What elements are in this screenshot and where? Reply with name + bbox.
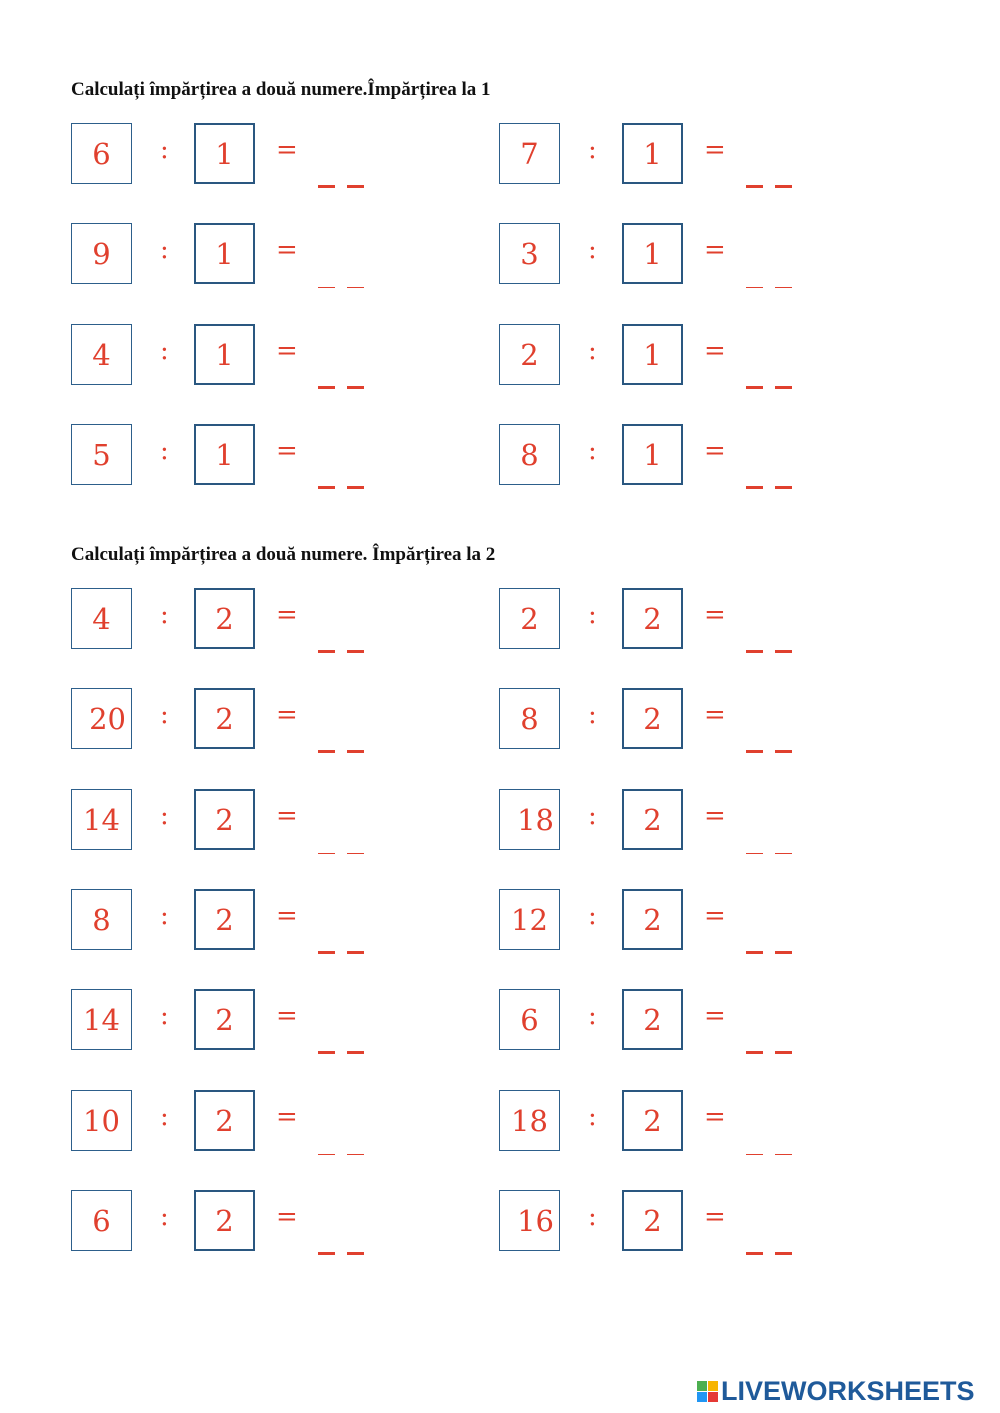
answer-blank[interactable] bbox=[746, 733, 792, 753]
dividend-box: 8 bbox=[499, 688, 560, 749]
answer-blank[interactable] bbox=[318, 834, 364, 854]
answer-blank[interactable] bbox=[746, 633, 792, 653]
answer-blank[interactable] bbox=[318, 1135, 364, 1155]
divisor-box: 2 bbox=[194, 1090, 255, 1151]
answer-digit-blank[interactable] bbox=[318, 1252, 335, 1255]
dividend-box: 5 bbox=[71, 424, 132, 485]
dividend-box: 3 bbox=[499, 223, 560, 284]
divide-sign: : bbox=[588, 1001, 597, 1031]
answer-blank[interactable] bbox=[746, 1135, 792, 1155]
brand-name: LIVEWORKSHEETS bbox=[721, 1376, 975, 1406]
answer-digit-blank[interactable] bbox=[746, 1252, 763, 1255]
divisor-box: 2 bbox=[194, 789, 255, 850]
divisor-box: 1 bbox=[194, 223, 255, 284]
divisor-box: 2 bbox=[194, 588, 255, 649]
dividend-box: 6 bbox=[71, 123, 132, 184]
answer-blank[interactable] bbox=[746, 369, 792, 389]
answer-blank[interactable] bbox=[318, 934, 364, 954]
answer-digit-blank[interactable] bbox=[775, 1051, 792, 1054]
divide-sign: : bbox=[588, 700, 597, 730]
answer-digit-blank[interactable] bbox=[775, 185, 792, 188]
dividend-box: 2 bbox=[499, 588, 560, 649]
answer-digit-blank[interactable] bbox=[318, 185, 335, 188]
divisor-box: 2 bbox=[194, 989, 255, 1050]
answer-digit-blank[interactable] bbox=[347, 386, 364, 389]
dividend-box: 18 bbox=[499, 1090, 560, 1151]
dividend-box: 16 bbox=[499, 1190, 560, 1251]
dividend-box: 7 bbox=[499, 123, 560, 184]
answer-digit-blank[interactable] bbox=[746, 951, 763, 954]
exercise-row bbox=[0, 789, 1000, 853]
divide-sign: : bbox=[160, 135, 169, 165]
divisor-box: 1 bbox=[622, 123, 683, 184]
equals-sign: = bbox=[704, 700, 726, 730]
equals-sign: = bbox=[704, 336, 726, 366]
answer-digit-blank[interactable] bbox=[318, 951, 335, 954]
equals-sign: = bbox=[276, 801, 298, 831]
answer-digit-blank[interactable] bbox=[746, 386, 763, 389]
equals-sign: = bbox=[276, 1001, 298, 1031]
answer-digit-blank[interactable] bbox=[318, 486, 335, 489]
divide-sign: : bbox=[160, 235, 169, 265]
section-2-title: Calculați împărțirea a două numere. Împărțirea la 2 bbox=[71, 544, 496, 565]
answer-digit-blank[interactable] bbox=[347, 185, 364, 188]
exercise-row bbox=[0, 688, 1000, 752]
answer-blank[interactable] bbox=[318, 369, 364, 389]
divide-sign: : bbox=[160, 600, 169, 630]
divide-sign: : bbox=[588, 135, 597, 165]
answer-digit-blank[interactable] bbox=[746, 1051, 763, 1054]
divisor-box: 2 bbox=[622, 688, 683, 749]
answer-digit-blank[interactable] bbox=[347, 287, 364, 288]
equals-sign: = bbox=[276, 600, 298, 630]
dividend-box: 4 bbox=[71, 588, 132, 649]
exercise-row bbox=[0, 588, 1000, 652]
divisor-box: 1 bbox=[194, 424, 255, 485]
dividend-box: 6 bbox=[71, 1190, 132, 1251]
answer-blank[interactable] bbox=[746, 268, 792, 288]
answer-digit-blank[interactable] bbox=[746, 486, 763, 489]
divisor-box: 2 bbox=[622, 989, 683, 1050]
dividend-box: 10 bbox=[71, 1090, 132, 1151]
answer-digit-blank[interactable] bbox=[318, 650, 335, 653]
answer-blank[interactable] bbox=[318, 168, 364, 188]
answer-digit-blank[interactable] bbox=[746, 1154, 763, 1155]
divide-sign: : bbox=[160, 1202, 169, 1232]
equals-sign: = bbox=[704, 801, 726, 831]
answer-digit-blank[interactable] bbox=[347, 853, 364, 854]
divide-sign: : bbox=[588, 235, 597, 265]
answer-digit-blank[interactable] bbox=[746, 750, 763, 753]
exercise-row bbox=[0, 123, 1000, 187]
answer-digit-blank[interactable] bbox=[347, 750, 364, 753]
exercise-row bbox=[0, 889, 1000, 953]
dividend-box: 8 bbox=[71, 889, 132, 950]
divisor-box: 2 bbox=[194, 1190, 255, 1251]
equals-sign: = bbox=[276, 336, 298, 366]
answer-digit-blank[interactable] bbox=[775, 287, 792, 288]
answer-blank[interactable] bbox=[318, 1235, 364, 1255]
dividend-box: 12 bbox=[499, 889, 560, 950]
answer-digit-blank[interactable] bbox=[775, 750, 792, 753]
answer-digit-blank[interactable] bbox=[746, 287, 763, 288]
answer-digit-blank[interactable] bbox=[746, 853, 763, 854]
answer-digit-blank[interactable] bbox=[775, 1154, 792, 1155]
divide-sign: : bbox=[160, 436, 169, 466]
divide-sign: : bbox=[588, 901, 597, 931]
divisor-box: 1 bbox=[194, 123, 255, 184]
answer-blank[interactable] bbox=[318, 733, 364, 753]
divisor-box: 1 bbox=[622, 223, 683, 284]
divisor-box: 2 bbox=[622, 789, 683, 850]
answer-digit-blank[interactable] bbox=[775, 1252, 792, 1255]
dividend-box: 18 bbox=[499, 789, 560, 850]
answer-digit-blank[interactable] bbox=[746, 185, 763, 188]
answer-digit-blank[interactable] bbox=[347, 1252, 364, 1255]
liveworksheets-logo-icon bbox=[697, 1381, 718, 1402]
answer-digit-blank[interactable] bbox=[775, 951, 792, 954]
answer-blank[interactable] bbox=[746, 934, 792, 954]
exercise-row bbox=[0, 1190, 1000, 1254]
divide-sign: : bbox=[588, 600, 597, 630]
equals-sign: = bbox=[276, 901, 298, 931]
dividend-box: 8 bbox=[499, 424, 560, 485]
answer-digit-blank[interactable] bbox=[775, 386, 792, 389]
answer-digit-blank[interactable] bbox=[775, 486, 792, 489]
equals-sign: = bbox=[276, 135, 298, 165]
exercise-row bbox=[0, 989, 1000, 1053]
answer-digit-blank[interactable] bbox=[347, 1154, 364, 1155]
answer-digit-blank[interactable] bbox=[347, 650, 364, 653]
exercise-row bbox=[0, 324, 1000, 388]
divisor-box: 1 bbox=[622, 424, 683, 485]
answer-digit-blank[interactable] bbox=[775, 650, 792, 653]
equals-sign: = bbox=[704, 600, 726, 630]
equals-sign: = bbox=[276, 1102, 298, 1132]
divide-sign: : bbox=[588, 801, 597, 831]
answer-digit-blank[interactable] bbox=[318, 853, 335, 854]
divide-sign: : bbox=[160, 336, 169, 366]
equals-sign: = bbox=[704, 1001, 726, 1031]
answer-blank[interactable] bbox=[318, 469, 364, 489]
divide-sign: : bbox=[160, 1102, 169, 1132]
answer-blank[interactable] bbox=[318, 268, 364, 288]
answer-digit-blank[interactable] bbox=[347, 1051, 364, 1054]
answer-digit-blank[interactable] bbox=[318, 386, 335, 389]
divisor-box: 1 bbox=[194, 324, 255, 385]
answer-digit-blank[interactable] bbox=[347, 951, 364, 954]
dividend-box: 4 bbox=[71, 324, 132, 385]
divisor-box: 2 bbox=[622, 889, 683, 950]
equals-sign: = bbox=[704, 901, 726, 931]
divide-sign: : bbox=[588, 1102, 597, 1132]
answer-digit-blank[interactable] bbox=[347, 486, 364, 489]
equals-sign: = bbox=[704, 135, 726, 165]
dividend-box: 9 bbox=[71, 223, 132, 284]
divide-sign: : bbox=[160, 1001, 169, 1031]
answer-blank[interactable] bbox=[318, 1034, 364, 1054]
dividend-box: 14 bbox=[71, 989, 132, 1050]
answer-blank[interactable] bbox=[318, 633, 364, 653]
answer-blank[interactable] bbox=[746, 168, 792, 188]
divide-sign: : bbox=[160, 700, 169, 730]
answer-digit-blank[interactable] bbox=[318, 750, 335, 753]
exercise-row bbox=[0, 223, 1000, 287]
dividend-box: 2 bbox=[499, 324, 560, 385]
liveworksheets-brand bbox=[697, 1376, 975, 1407]
equals-sign: = bbox=[276, 700, 298, 730]
exercise-row bbox=[0, 1090, 1000, 1154]
exercise-row bbox=[0, 424, 1000, 488]
divisor-box: 2 bbox=[194, 688, 255, 749]
equals-sign: = bbox=[704, 1202, 726, 1232]
answer-digit-blank[interactable] bbox=[318, 1051, 335, 1054]
section-1-title: Calculați împărțirea a două numere.Împărțirea la 1 bbox=[71, 79, 491, 100]
divide-sign: : bbox=[160, 801, 169, 831]
answer-blank[interactable] bbox=[746, 1034, 792, 1054]
divisor-box: 1 bbox=[622, 324, 683, 385]
equals-sign: = bbox=[276, 1202, 298, 1232]
divide-sign: : bbox=[588, 436, 597, 466]
equals-sign: = bbox=[704, 436, 726, 466]
equals-sign: = bbox=[704, 235, 726, 265]
equals-sign: = bbox=[276, 436, 298, 466]
divisor-box: 2 bbox=[194, 889, 255, 950]
answer-digit-blank[interactable] bbox=[318, 287, 335, 288]
answer-blank[interactable] bbox=[746, 1235, 792, 1255]
answer-blank[interactable] bbox=[746, 469, 792, 489]
answer-blank[interactable] bbox=[746, 834, 792, 854]
answer-digit-blank[interactable] bbox=[746, 650, 763, 653]
divisor-box: 2 bbox=[622, 588, 683, 649]
divide-sign: : bbox=[160, 901, 169, 931]
equals-sign: = bbox=[704, 1102, 726, 1132]
dividend-box: 6 bbox=[499, 989, 560, 1050]
divide-sign: : bbox=[588, 336, 597, 366]
equals-sign: = bbox=[276, 235, 298, 265]
answer-digit-blank[interactable] bbox=[775, 853, 792, 854]
dividend-box: 14 bbox=[71, 789, 132, 850]
divisor-box: 2 bbox=[622, 1090, 683, 1151]
divide-sign: : bbox=[588, 1202, 597, 1232]
answer-digit-blank[interactable] bbox=[318, 1154, 335, 1155]
dividend-box: 20 bbox=[71, 688, 132, 749]
divisor-box: 2 bbox=[622, 1190, 683, 1251]
